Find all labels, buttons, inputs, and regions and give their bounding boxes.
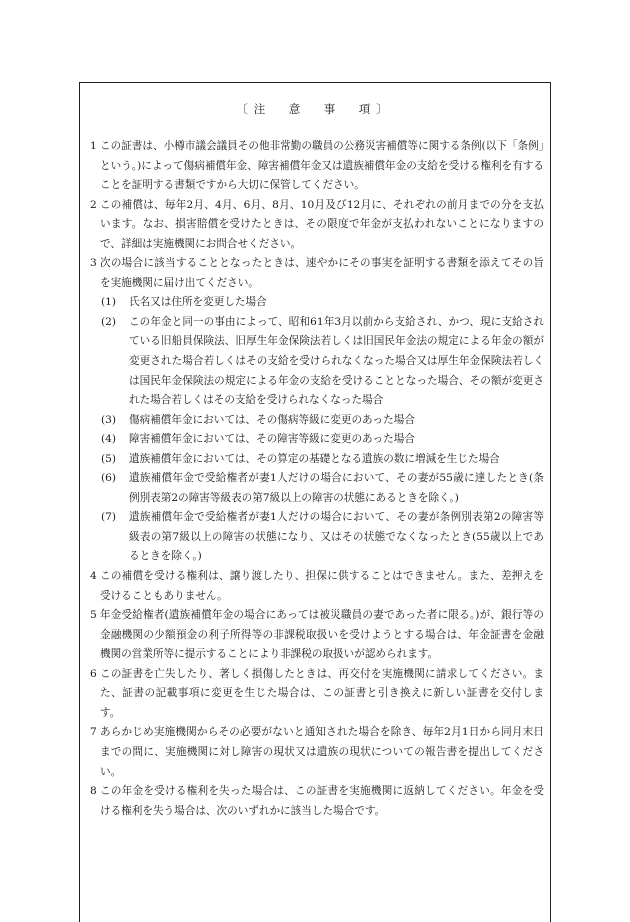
- item-text: この証書を亡失したり、著しく損傷したときは、再交付を実施機関に請求してください。また、証書の記載事項に変更を生じた場合は、この証書と引き換えに新しい証書を交付します。: [100, 667, 544, 719]
- notice-item-1: [86, 137, 544, 196]
- sub-item-number: (2): [101, 315, 117, 328]
- sub-item-text: 傷病補償年金においては、その傷病等級に変更のあった場合: [129, 413, 415, 426]
- item-text: この補償は、毎年2月、4月、6月、8月、10月及び12月に、それぞれの前月までの分を支払います。なお、損害賠償を受けたときは、その限度で年金が支払われないことになりますので、詳細は実施機関にお問合せください。: [100, 198, 544, 250]
- sub-item-text: 氏名又は住所を変更した場合: [129, 296, 267, 309]
- notice-item-2: [86, 196, 544, 255]
- sub-item-6: [100, 469, 544, 508]
- sub-item-text: 障害補償年金においては、その障害等級に変更のあった場合: [129, 433, 415, 446]
- notice-item-8: [86, 782, 544, 821]
- sub-item-number: (3): [101, 413, 117, 426]
- sub-item-4: [100, 430, 544, 450]
- notice-item-6: [86, 665, 544, 724]
- sub-item-3: [100, 411, 544, 431]
- sub-item-list: [100, 293, 544, 567]
- sub-item-text: 遺族補償年金で受給権者が妻1人だけの場合において、その妻が55歳に達したとき(条例別表第2の障害等級表の第7級以上の障害の状態にあるときを除く。): [129, 472, 544, 504]
- item-number: 2: [90, 198, 97, 211]
- sub-item-number: (1): [101, 296, 117, 309]
- sub-item-text: 遺族補償年金で受給権者が妻1人だけの場合において、その妻が条例別表第2の障害等級表の第7級以上の障害の状態になり、又はその状態でなくなったとき(55歳以上であるときを除く。): [129, 511, 544, 563]
- item-number: 8: [90, 785, 97, 798]
- notice-frame: [79, 82, 551, 922]
- item-text: この補償を受ける権利は、譲り渡したり、担保に供することはできません。また、差押えを受けることもありません。: [100, 570, 544, 602]
- item-text: 年金受給権者(遺族補償年金の場合にあっては被災職員の妻であった者に限る。)が、銀行等の金融機関の少額預金の利子所得等の非課税取扱いを受けようとする場合は、年金証書を金融機関の営業所等に提示することにより非課税の取扱いが認められます。: [100, 609, 544, 661]
- sub-item-7: [100, 508, 544, 567]
- notice-item-4: [86, 567, 544, 606]
- sub-item-1: [100, 293, 544, 313]
- sub-item-number: (6): [101, 472, 117, 485]
- item-text: あらかじめ実施機関からその必要がないと通知された場合を除き、毎年2月1日から同月末日までの間に、実施機関に対し障害の現状又は遺族の現状についての報告書を提出してください。: [100, 726, 544, 778]
- item-number: 7: [90, 726, 97, 739]
- sub-item-number: (5): [101, 452, 117, 465]
- notice-item-5: [86, 606, 544, 665]
- item-number: 1: [90, 140, 97, 152]
- sub-item-text: この年金と同一の事由によって、昭和61年3月以前から支給され、かつ、現に支給されている旧船員保険法、旧厚生年金保険法若しくは旧国民年金法の規定による年金の額が変更された場合若しくはその支給を受けられなくなった場合又は厚生年金保険法若しくは国民年金保険法の規定による年金の支給を受けることとなった場合、その額が変更された場合若しくはその支給を受けられなくなった場合: [129, 315, 544, 407]
- sub-item-number: (4): [101, 433, 117, 446]
- notice-item-3: [86, 254, 544, 567]
- item-number: 6: [90, 667, 97, 680]
- notice-item-7: [86, 723, 544, 782]
- item-number: 3: [90, 257, 97, 270]
- notice-item-list: [86, 137, 544, 821]
- sub-item-5: [100, 450, 544, 470]
- item-number: 5: [90, 609, 97, 622]
- sub-item-text: 遺族補償年金においては、その算定の基礎となる遺族の数に増減を生じた場合: [129, 452, 500, 465]
- item-number: 4: [90, 570, 97, 583]
- item-text: この証書は、小樽市議会議員その他非常勤の職員の公務災害補償等に関する条例(以下「条例」という。)によって傷病補償年金、障害補償年金又は遺族補償年金の支給を受ける権利を有することを証明する書類ですから大切に保管してください。: [100, 140, 544, 192]
- sub-item-number: (7): [101, 511, 117, 524]
- item-text: 次の場合に該当することとなったときは、速やかにその事実を証明する書類を添えてその旨を実施機関に届け出てください。: [100, 257, 544, 289]
- item-text: この年金を受ける権利を失った場合は、この証書を実施機関に返納してください。年金を受ける権利を失う場合は、次のいずれかに該当した場合です。: [100, 785, 544, 817]
- sub-item-2: [100, 313, 544, 411]
- notice-title: 〔注 意 事 項〕: [236, 102, 394, 116]
